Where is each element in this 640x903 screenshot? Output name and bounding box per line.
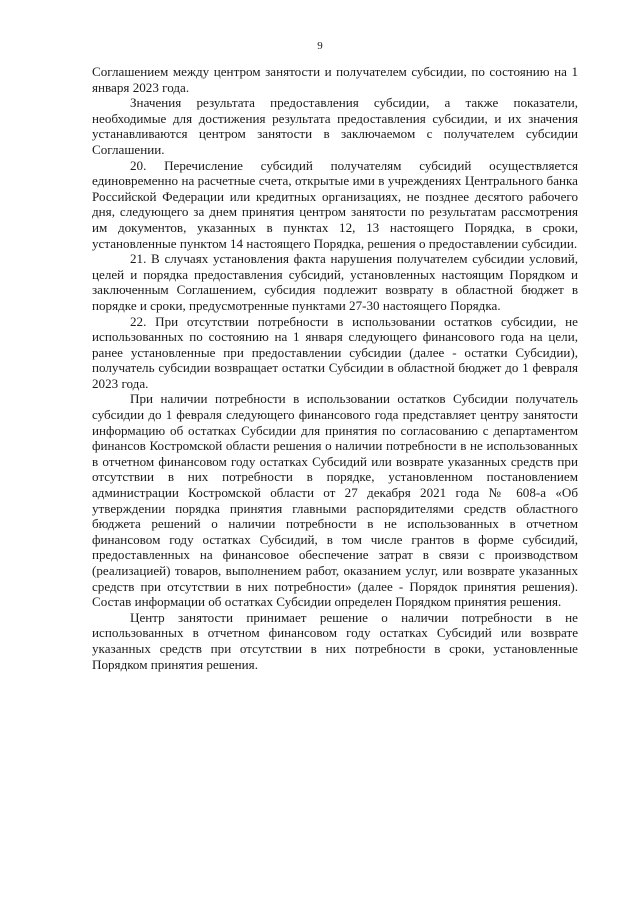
paragraph-clause-22: 22. При отсутствии потребности в использовании остатков субсидии, не использованных по состоянию на 1 января следующего финансового года на цели, ранее установленные при предоставлении субсидии (далее - остатки Субсидии), получатель субсидии возвращает остатки Субсидии в областной бюджет до 1 февраля 2023 года. bbox=[92, 313, 578, 391]
document-body bbox=[92, 64, 578, 672]
paragraph-remaining-funds: При наличии потребности в использовании остатков Субсидии получатель субсидии до 1 февраля следующего финансового года представляет центру занятости информацию об остатках Субсидии для принятия по согласованию с департаментом финансов Костромской области решения о наличии потребности в не использованных в отчетном финансовом году остатках Субсидий или возврате указанных средств при отсутствии в них потребности в порядке, установленном постановлением администрации Костромской области от 27 декабря 2021 года № 608-а «Об утверждении порядка принятия главными распорядителями средств областного бюджета решений о наличии потребности в не использованных в отчетном финансовом году остатках Субсидий, в том числе грантов в форме субсидий, предоставленных на финансовое обеспечение затрат в связи с производством (реализацией) товаров, выполнением работ, оказанием услуг, или возврате указанных средств при отсутствии в них потребности» (далее - Порядок принятия решения). Состав информации об остатках Субсидии определен Порядком принятия решения. bbox=[92, 391, 578, 610]
page-number: 9 bbox=[317, 40, 323, 52]
paragraph-result-values: Значения результата предоставления субсидии, а также показатели, необходимые для достижения результата предоставления субсидии, и их значения устанавливаются центром занятости в заключаемом с получателем субсидии Соглашении. bbox=[92, 95, 578, 157]
paragraph-clause-20: 20. Перечисление субсидий получателям субсидий осуществляется единовременно на расчетные счета, открытые ими в учреждениях Центрального банка Российской Федерации или кредитных организациях, не позднее десятого рабочего дня, следующего за днем принятия центром занятости по результатам рассмотрения им документов, указанных в пунктах 12, 13 настоящего Порядка, в сроки, установленные пунктом 14 настоящего Порядка, решения о предоставлении субсидии. bbox=[92, 157, 578, 251]
paragraph-continuation: Соглашением между центром занятости и получателем субсидии, по состоянию на 1 января 2023 года. bbox=[92, 64, 578, 95]
paragraph-decision: Центр занятости принимает решение о наличии потребности в не использованных в отчетном финансовом году остатках Субсидий или возврате указанных средств при отсутствии в них потребности в сроки, установленные Порядком принятия решения. bbox=[92, 609, 578, 672]
paragraph-clause-21: 21. В случаях установления факта нарушения получателем субсидии условий, целей и порядка предоставления субсидий, установленных настоящим Порядком и заключенным Соглашением, субсидия подлежит возврату в областной бюджет в порядке и сроки, предусмотренные пунктами 27-30 настоящего Порядка. bbox=[92, 251, 578, 313]
